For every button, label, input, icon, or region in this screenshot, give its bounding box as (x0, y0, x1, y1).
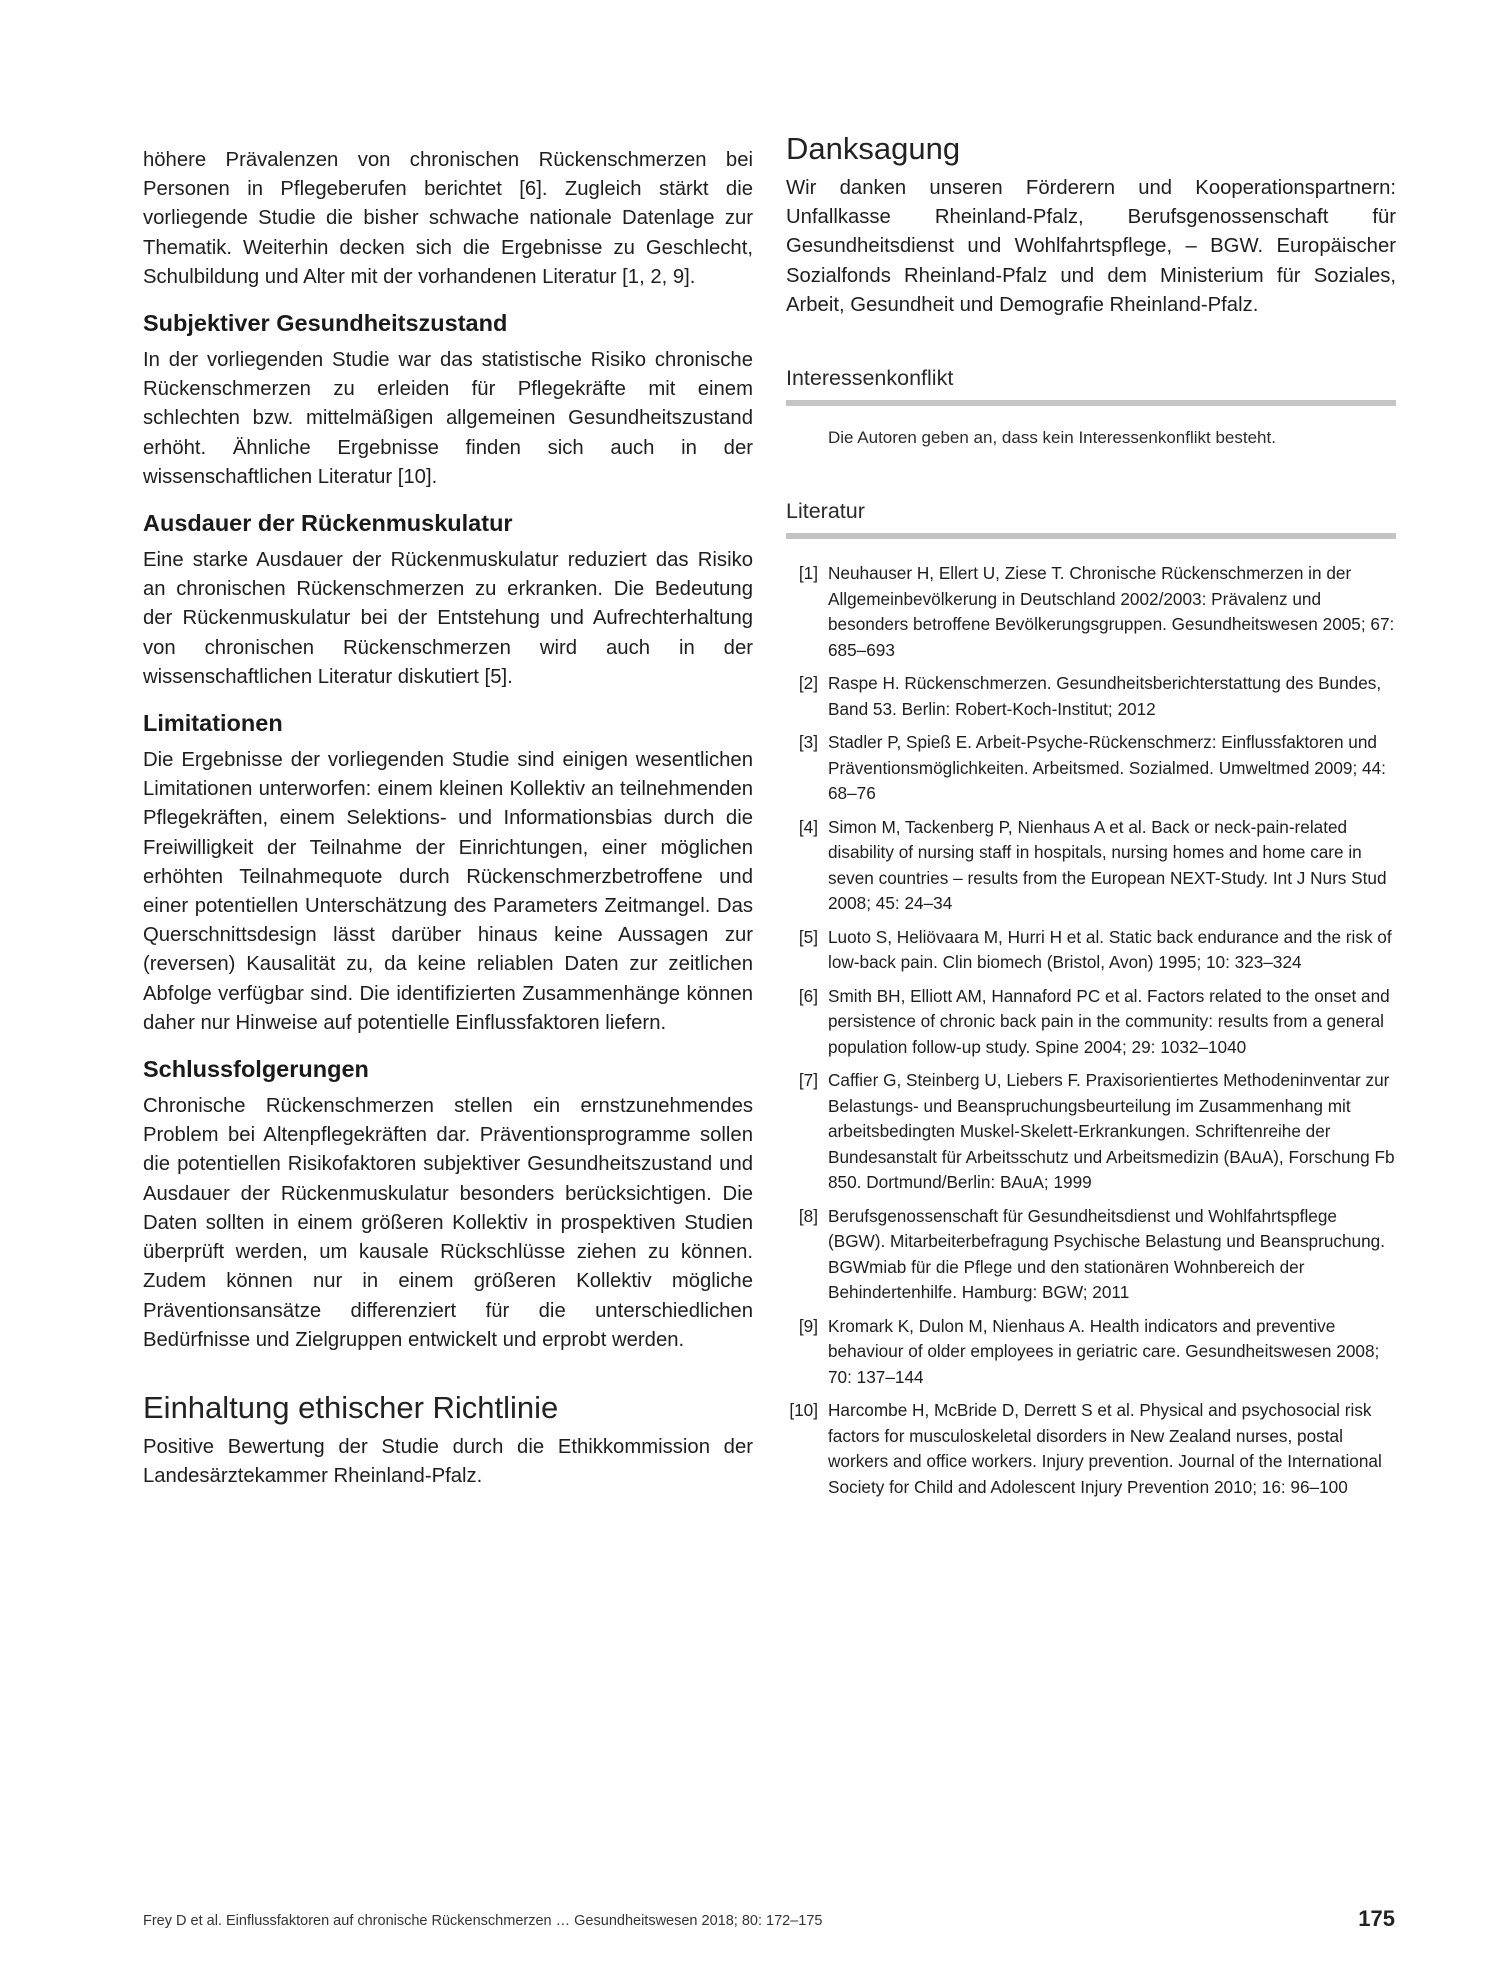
reference-text: Raspe H. Rückenschmerzen. Gesundheitsberichterstattung des Bundes, Band 53. Berlin: Robert-Koch-Institut; 2012 (828, 673, 1382, 719)
footer-citation: Frey D et al. Einflussfaktoren auf chronische Rückenschmerzen … Gesundheitswesen 2018; 80: 172–175 (143, 1913, 823, 1929)
paragraph-ethik: Positive Bewertung der Studie durch die Ethikkommission der Landesärztekammer Rheinland-Pfalz. (143, 1435, 753, 1488)
conflict-text: Die Autoren geben an, dass kein Interessenkonflikt besteht. (828, 428, 1276, 448)
paragraph-limitationen: Die Ergebnisse der vorliegenden Studie sind einigen wesentlichen Limitationen unterworfen: einem kleinen Kollektiv an teilnehmenden Pflegekräften, einem Selektions- und Informationsbias durch die Freiwilligkeit der Teilnahme der Einrichtungen, einer möglichen erhöhten Teilnahmequote durch Rückenschmerzbetroffene und einer potentiellen Unterschätzung des Parameters Zeitmangel. Das Querschnittsdesign lässt darüber hinaus keine Aussagen zur (reversen) Kausalität zu, da keine reliablen Daten zur zeitlichen Abfolge verfügbar sind. Die identifizierten Zusammenhänge können daher nur Hinweise auf potentielle Einflussfaktoren liefern. (143, 749, 753, 1034)
reference-number: [9] (798, 1315, 818, 1336)
literature-box (786, 498, 1396, 1500)
reference-text: Neuhauser H, Ellert U, Ziese T. Chronische Rückenschmerzen in der Allgemeinbevölkerung in Deutschland 2002/2003: Prävalenz und besonders betroffene Bevölkerungsgruppen. Gesundheitswesen 2005; 67: 685–693 (828, 563, 1395, 660)
reference-item (786, 925, 1396, 976)
reference-item (786, 730, 1396, 807)
heading-limitationen: Limitationen (143, 710, 283, 737)
reference-item (786, 671, 1396, 722)
reference-number: [3] (798, 732, 818, 753)
reference-item (786, 984, 1396, 1061)
intro-paragraph: höhere Prävalenzen von chronischen Rückenschmerzen bei Personen in Pflegeberufen berichtet [6]. Zugleich stärkt die vorliegende Studie die bisher schwache nationale Datenlage zur Thematik. Weiterhin decken sich die Ergebnisse zu Geschlecht, Schulbildung und Alter mit der vorhandenen Literatur [1, 2, 9]. (143, 149, 753, 288)
reference-item (786, 1314, 1396, 1391)
reference-item (786, 1068, 1396, 1196)
reference-text: Harcombe H, McBride D, Derrett S et al. Physical and psychosocial risk factors for musculoskeletal disorders in New Zealand nurses, postal workers and office workers. Injury prevention. Journal of the International Society for Child and Adolescent Injury Prevention 2010; 16: 96–100 (828, 1400, 1382, 1497)
reference-number: [1] (798, 563, 818, 584)
reference-number: [7] (798, 1070, 818, 1091)
heading-ausdauer: Ausdauer der Rückenmuskulatur (143, 510, 513, 537)
heading-subjektiver-gesundheitszustand: Subjektiver Gesundheitszustand (143, 310, 508, 337)
reference-number: [10] (789, 1400, 818, 1421)
paragraph-danksagung: Wir danken unseren Förderern und Kooperationspartnern: Unfallkasse Rheinland-Pfalz, Berufsgenossenschaft für Gesundheitsdienst und Wohlfahrtspflege, – BGW. Europäischer Sozialfonds Rheinland-Pfalz und dem Ministerium für Soziales, Arbeit, Gesundheit und Demografie Rheinland-Pfalz. (786, 177, 1396, 316)
paragraph-subjektiver-gesundheitszustand: In der vorliegenden Studie war das statistische Risiko chronische Rückenschmerzen zu erleiden für Pflegekräfte mit einem schlechten bzw. mittelmäßigen allgemeinen Gesundheitszustand erhöht. Ähnliche Ergebnisse finden sich auch in der wissenschaftlichen Literatur [10]. (143, 349, 753, 488)
reference-text: Caffier G, Steinberg U, Liebers F. Praxisorientiertes Methodeninventar zur Belastungs- und Beanspruchungsbeurteilung im Zusammenhang mit arbeitsbedingten Muskel-Skelett-Erkrankungen. Schriftenreihe der Bundesanstalt für Arbeitsschutz und Arbeitsmedizin (BAuA), Forschung Fb 850. Dortmund/Berlin: BAuA; 1999 (828, 1070, 1395, 1193)
left-column (143, 146, 753, 1491)
page-number: 175 (1358, 1906, 1395, 1931)
reference-text: Smith BH, Elliott AM, Hannaford PC et al. Factors related to the onset and persistence of chronic back pain in the community: results from a general population follow-up study. Spine 2004; 29: 1032–1040 (828, 985, 1390, 1057)
reference-item (786, 815, 1396, 917)
reference-text: Simon M, Tackenberg P, Nienhaus A et al. Back or neck-pain-related disability of nursing staff in hospitals, nursing homes and home care in seven countries – results from the European NEXT-Study. Int J Nurs Stud 2008; 45: 24–34 (828, 816, 1387, 914)
reference-list (786, 561, 1396, 1500)
paragraph-ausdauer: Eine starke Ausdauer der Rückenmuskulatur reduziert das Risiko an chronischen Rückenschmerzen zu erkranken. Die Bedeutung der Rückenmuskulatur bei der Entstehung und Aufrechterhaltung von chronischen Rückenschmerzen wird auch in der wissenschaftlichen Literatur diskutiert [5]. (143, 549, 753, 688)
heading-schlussfolgerungen: Schlussfolgerungen (143, 1056, 369, 1083)
reference-text: Luoto S, Heliövaara M, Hurri H et al. Static back endurance and the risk of low-back pain. Clin biomech (Bristol, Avon) 1995; 10: 323–324 (828, 926, 1392, 973)
reference-number: [6] (798, 985, 818, 1006)
reference-number: [4] (798, 816, 818, 837)
reference-text: Kromark K, Dulon M, Nienhaus A. Health indicators and preventive behaviour of older employees in geriatric care. Gesundheitswesen 2008; 70: 137–144 (828, 1315, 1380, 1387)
right-column (786, 130, 1396, 1508)
reference-text: Berufsgenossenschaft für Gesundheitsdienst und Wohlfahrtspflege (BGW). Mitarbeiterbefragung Psychische Belastung und Beanspruchung. BGWmiab für die Pflege und den stationären Wohnbereich der Behindertenhilfe. Hamburg: BGW; 2011 (828, 1205, 1385, 1303)
reference-number: [8] (798, 1205, 818, 1226)
reference-item (786, 561, 1396, 663)
reference-item (786, 1204, 1396, 1306)
paragraph-schlussfolgerungen: Chronische Rückenschmerzen stellen ein ernstzunehmendes Problem bei Altenpflegekräften dar. Präventionsprogramme sollen die potentiellen Risikofaktoren subjektiver Gesundheitszustand und Ausdauer der Rückenmuskulatur besonders berücksichtigen. Die Daten sollten in einem größeren Kollektiv in prospektiven Studien überprüft werden, um kausale Rückschlüsse ziehen zu können. Zudem können nur in einem größeren Kollektiv mögliche Präventionsansätze differenziert für die unterschiedlichen Bedürfnisse und Zielgruppen entwickelt und erprobt werden. (143, 1095, 753, 1351)
conflict-box (786, 365, 1396, 448)
heading-ethik: Einhaltung ethischer Richtlinie (143, 1389, 559, 1425)
literature-title: Literatur (786, 498, 1396, 539)
conflict-title: Interessenkonflikt (786, 365, 1396, 406)
reference-number: [5] (798, 926, 818, 947)
reference-number: [2] (798, 673, 818, 694)
heading-danksagung: Danksagung (786, 131, 961, 166)
reference-item (786, 1398, 1396, 1500)
reference-text: Stadler P, Spieß E. Arbeit-Psyche-Rückenschmerz: Einflussfaktoren und Präventionsmöglichkeiten. Arbeitsmed. Sozialmed. Umweltmed 2009; 44: 68–76 (828, 732, 1386, 804)
